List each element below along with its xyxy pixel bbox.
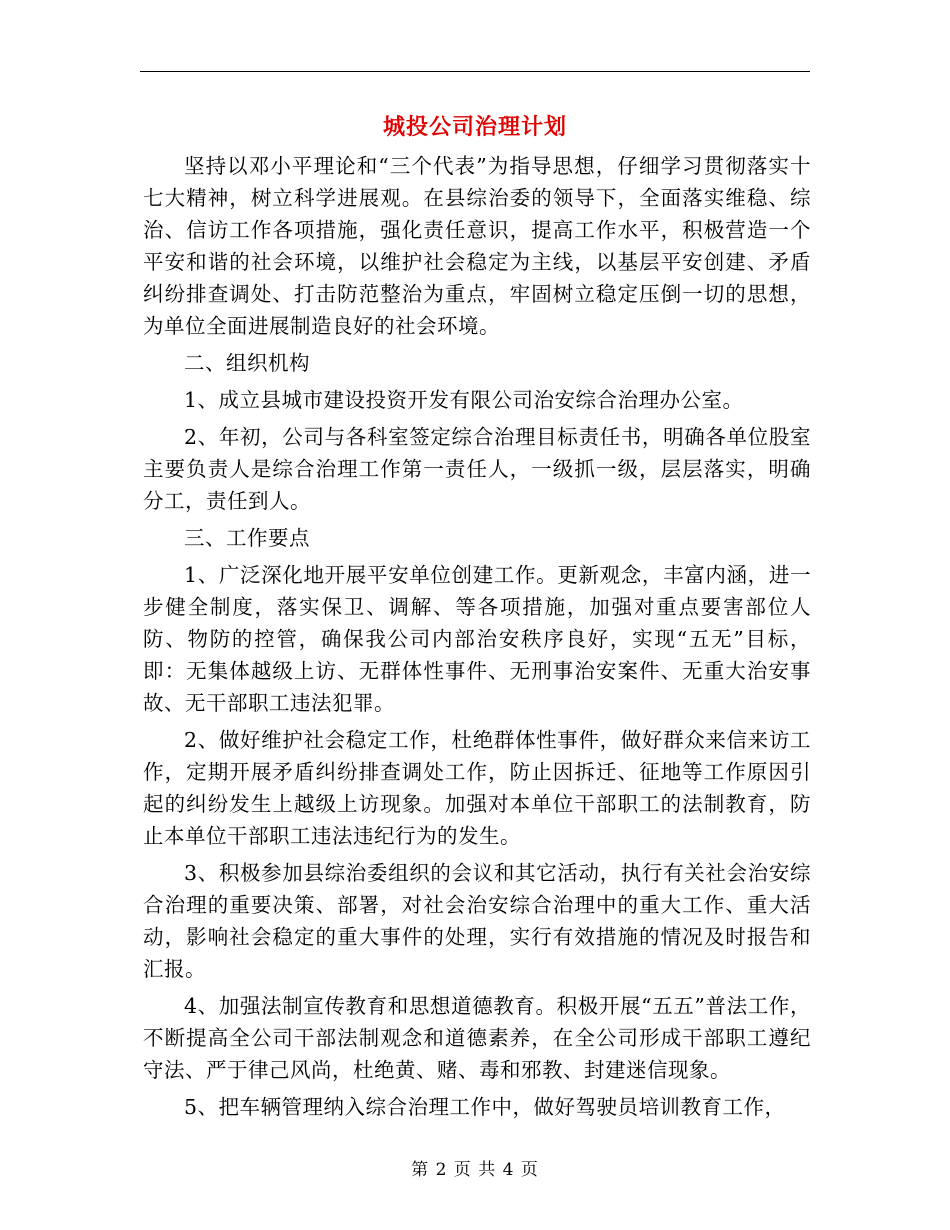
document-body [143, 150, 811, 1128]
document-title: 城投公司治理计划 [382, 114, 567, 140]
page-footer: 第 2 页 共 4 页 [411, 1160, 539, 1180]
paragraph-point-4: 4、加强法制宣传教育和思想道德教育。积极开展“五五”普法工作，不断提高全公司干部法制观念和道德素养，在全公司形成干部职工遵纪守法、严于律己风尚，杜绝黄、赌、毒和邪教、封建迷信现象。 [143, 994, 811, 1082]
header-rule [140, 71, 810, 72]
paragraph-intro: 坚持以邓小平理论和“三个代表”为指导思想，仔细学习贯彻落实十七大精神，树立科学进展观。在县综治委的领导下，全面落实维稳、综治、信访工作各项措施，强化责任意识，提高工作水平，积极营造一个平安和谐的社会环境，以维护社会稳定为主线，以基层平安创建、矛盾纠纷排查调处、打击防范整治为重点，牢固树立稳定压倒一切的思想，为单位全面进展制造良好的社会环境。 [143, 154, 811, 338]
paragraph-point-5: 5、把车辆管理纳入综合治理工作中，做好驾驶员培训教育工作， [184, 1095, 786, 1119]
section-heading-organization: 二、组织机构 [184, 351, 310, 375]
section-heading-work-points: 三、工作要点 [184, 526, 310, 550]
paragraph-point-3: 3、积极参加县综治委组织的会议和其它活动，执行有关社会治安综合治理的重要决策、部署，对社会治安综合治理中的重大工作、重大活动，影响社会稳定的重大事件的处理，实行有效措施的情况及时报告和汇报。 [143, 861, 811, 981]
paragraph-org-2: 2、年初，公司与各科室签定综合治理目标责任书，明确各单位股室主要负责人是综合治理工作第一责任人，一级抓一级，层层落实，明确分工，责任到人。 [143, 425, 811, 513]
paragraph-point-2: 2、做好维护社会稳定工作，杜绝群体性事件，做好群众来信来访工作，定期开展矛盾纠纷排查调处工作，防止因拆迁、征地等工作原因引起的纠纷发生上越级上访现象。加强对本单位干部职工的法制教育，防止本单位干部职工违法违纪行为的发生。 [143, 728, 811, 848]
paragraph-org-1: 1、成立县城市建设投资开发有限公司治安综合治理办公室。 [184, 388, 744, 412]
paragraph-point-1: 1、广泛深化地开展平安单位创建工作。更新观念，丰富内涵，进一步健全制度，落实保卫、调解、等各项措施，加强对重点要害部位人防、物防的控管，确保我公司内部治安秩序良好，实现“五无”目标，即：无集体越级上访、无群体性事件、无刑事治安案件、无重大治安事故、无干部职工违法犯罪。 [143, 563, 811, 715]
